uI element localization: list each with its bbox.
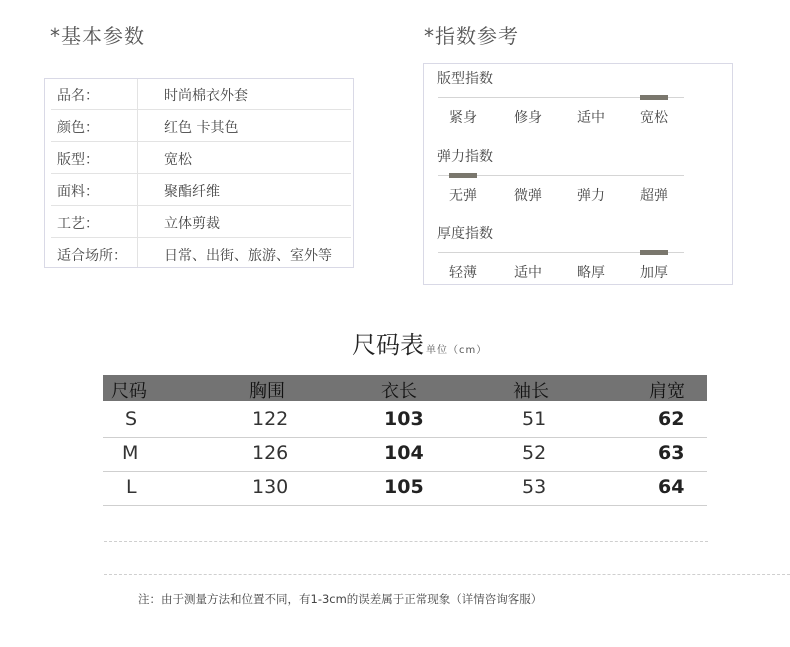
index-title: 厚度指数 bbox=[437, 226, 493, 242]
param-label: 工艺： bbox=[57, 216, 99, 232]
param-value: 立体剪裁 bbox=[164, 216, 220, 232]
header-size: 尺码 bbox=[111, 381, 147, 402]
cell-sleeve: 51 bbox=[522, 408, 547, 430]
header-chest: 胸围 bbox=[249, 381, 285, 402]
index-group-thickness bbox=[424, 219, 732, 295]
index-option: 适中 bbox=[577, 110, 605, 126]
cell-size: M bbox=[122, 442, 139, 464]
param-row-fabric bbox=[51, 175, 351, 206]
index-marker bbox=[640, 250, 668, 255]
cell-chest: 122 bbox=[252, 408, 289, 430]
param-value: 宽松 bbox=[164, 152, 192, 168]
index-option: 加厚 bbox=[640, 265, 668, 281]
cell-length: 103 bbox=[384, 408, 424, 430]
cell-size: L bbox=[126, 476, 137, 498]
index-option: 紧身 bbox=[449, 110, 477, 126]
index-option: 宽松 bbox=[640, 110, 668, 126]
index-reference-box bbox=[423, 63, 733, 285]
cell-length: 105 bbox=[384, 476, 424, 498]
size-chart-title-text: 尺码表 bbox=[352, 331, 424, 359]
index-option: 微弹 bbox=[514, 188, 542, 204]
header-sleeve: 袖长 bbox=[513, 381, 549, 402]
cell-shoulder: 64 bbox=[658, 476, 685, 498]
index-option: 适中 bbox=[514, 265, 542, 281]
param-row-craft bbox=[51, 207, 351, 238]
index-marker bbox=[449, 173, 477, 178]
index-title: 弹力指数 bbox=[437, 149, 493, 165]
param-row-fit bbox=[51, 143, 351, 174]
param-row-name bbox=[51, 79, 351, 110]
size-chart-header bbox=[103, 375, 707, 401]
size-chart-unit: 单位（cm） bbox=[426, 345, 488, 356]
index-group-fit bbox=[424, 64, 732, 140]
dashed-divider bbox=[104, 574, 790, 575]
cell-chest: 126 bbox=[252, 442, 289, 464]
size-chart-title bbox=[352, 325, 487, 360]
header-length: 衣长 bbox=[381, 381, 417, 402]
cell-size: S bbox=[125, 408, 138, 430]
measurement-note: 注：由于测量方法和位置不同，有1-3cm的误差属于正常现象（详情咨询客服） bbox=[138, 592, 543, 606]
param-label: 面料： bbox=[57, 184, 99, 200]
size-row-m bbox=[103, 438, 707, 472]
param-value: 聚酯纤维 bbox=[164, 184, 220, 200]
param-value: 红色 卡其色 bbox=[164, 120, 239, 136]
index-option: 略厚 bbox=[577, 265, 605, 281]
index-option: 轻薄 bbox=[449, 265, 477, 281]
index-option: 弹力 bbox=[577, 188, 605, 204]
size-row-s bbox=[103, 404, 707, 438]
index-option: 超弹 bbox=[640, 188, 668, 204]
size-row-l bbox=[103, 472, 707, 506]
header-shoulder: 肩宽 bbox=[649, 381, 685, 402]
index-reference-title: *指数参考 bbox=[424, 24, 519, 48]
basic-params-title: *基本参数 bbox=[50, 24, 145, 48]
cell-sleeve: 53 bbox=[522, 476, 547, 498]
dashed-divider bbox=[104, 541, 708, 542]
cell-length: 104 bbox=[384, 442, 424, 464]
param-label: 版型： bbox=[57, 152, 99, 168]
cell-shoulder: 62 bbox=[658, 408, 685, 430]
param-label: 品名： bbox=[57, 88, 99, 104]
cell-chest: 130 bbox=[252, 476, 289, 498]
param-row-occasion bbox=[51, 239, 351, 270]
index-option: 无弹 bbox=[449, 188, 477, 204]
index-option: 修身 bbox=[514, 110, 542, 126]
cell-shoulder: 63 bbox=[658, 442, 685, 464]
param-value: 时尚棉衣外套 bbox=[164, 88, 248, 104]
param-label: 颜色： bbox=[57, 120, 99, 136]
cell-sleeve: 52 bbox=[522, 442, 547, 464]
index-marker bbox=[640, 95, 668, 100]
index-group-elasticity bbox=[424, 142, 732, 218]
param-label: 适合场所： bbox=[57, 248, 127, 264]
basic-params-table bbox=[44, 78, 354, 268]
param-value: 日常、出街、旅游、室外等 bbox=[164, 248, 332, 264]
index-title: 版型指数 bbox=[437, 71, 493, 87]
param-row-color bbox=[51, 111, 351, 142]
